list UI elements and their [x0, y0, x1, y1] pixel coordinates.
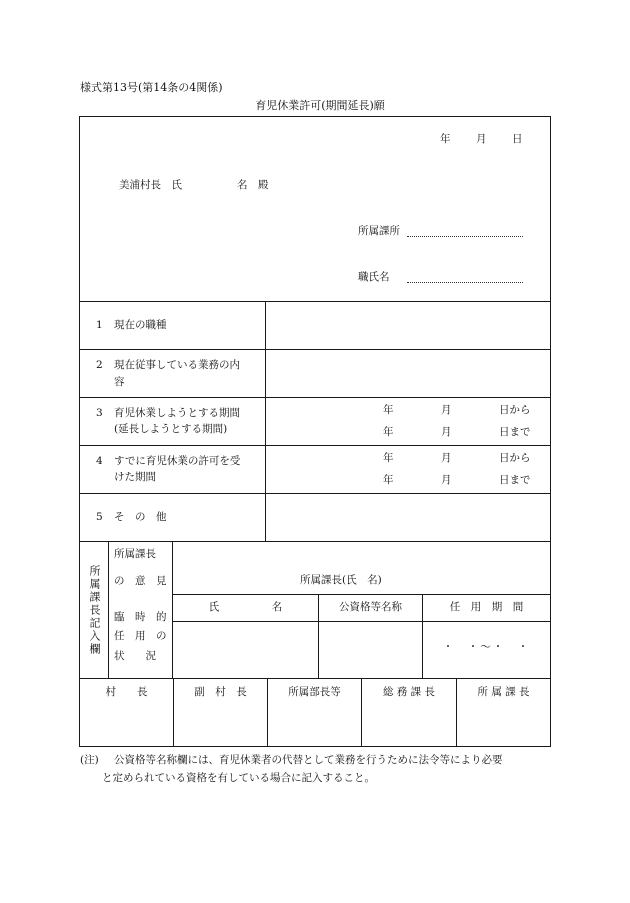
item2-label-line1: 現在従事している業務の内	[114, 359, 240, 371]
col-name-header: 氏 名	[208, 601, 283, 613]
temp-label-line3: 状 況	[114, 650, 156, 662]
addressee-mayor: 美浦村長 氏	[119, 179, 182, 191]
date-month-label: 月	[476, 133, 487, 145]
opinion-label-line2: の 意 見	[114, 575, 167, 587]
item1-label: 現在の職種	[114, 319, 167, 331]
item3-from-day: 日から	[499, 404, 531, 416]
item3-label-line1: 育児休業しようとする期間	[114, 407, 240, 419]
staff-name-field[interactable]	[407, 282, 523, 283]
note-line2: と定められている資格を有している場合に記入すること。	[102, 772, 375, 784]
form-number: 様式第13号(第14条の4関係)	[80, 81, 223, 94]
item4-to-month: 月	[441, 474, 452, 486]
approval-dept-director: 所属部長等	[288, 686, 341, 698]
form-title: 育児休業許可(期間延長)願	[255, 99, 385, 112]
item3-number: 3	[96, 407, 103, 419]
item3-to-year: 年	[383, 426, 394, 438]
item4-to-year: 年	[383, 474, 394, 486]
item2-number: 2	[96, 359, 103, 371]
item5-label: そ の 他	[114, 511, 167, 523]
item1-value-cell[interactable]	[266, 302, 550, 349]
item3-from-year: 年	[383, 404, 394, 416]
date-day-label: 日	[512, 133, 523, 145]
item4-label-line2: けた期間	[114, 471, 156, 483]
approval-general-affairs-chief: 総 務 課 長	[382, 686, 435, 698]
opinion-label-line1: 所属課長	[114, 548, 156, 560]
department-field[interactable]	[407, 236, 523, 237]
item5-number: 5	[96, 511, 103, 523]
item2-label-line2: 容	[114, 376, 125, 388]
item3-to-day: 日まで	[499, 426, 531, 438]
manager-opinion-cell[interactable]	[173, 542, 550, 594]
temp-period-value[interactable]: ・ ・～・ ・	[442, 641, 531, 653]
item4-label-line1: すでに育児休業の許可を受	[114, 455, 241, 467]
temp-label-line2: 任 用 の	[114, 630, 167, 642]
col-qualification-header: 公資格等名称	[339, 601, 402, 613]
department-label: 所属課所	[358, 225, 400, 237]
temp-label-line1: 臨 時 的	[114, 611, 167, 623]
item4-to-day: 日まで	[499, 474, 531, 486]
item3-label-line2: (延長しようとする期間)	[114, 423, 228, 435]
temp-qualification-cell[interactable]	[319, 622, 422, 678]
staff-name-label: 職氏名	[358, 271, 390, 283]
manager-section-title: 所属課長記入欄	[88, 564, 101, 656]
approval-village-head: 村 長	[105, 686, 148, 698]
addressee-honorific: 名 殿	[237, 179, 269, 191]
manager-signature-label: 所属課長(氏 名)	[300, 574, 382, 586]
item4-from-month: 月	[441, 452, 452, 464]
item4-from-year: 年	[383, 452, 394, 464]
item3-to-month: 月	[441, 426, 452, 438]
approval-deputy-head: 副 村 長	[194, 686, 247, 698]
item4-from-day: 日から	[499, 452, 531, 464]
approval-section-chief: 所 属 課 長	[477, 686, 530, 698]
note-line1: 公資格等名称欄には、育児休業者の代替として業務を行うために法令等により必要	[114, 754, 503, 766]
temp-name-cell[interactable]	[173, 622, 318, 678]
item1-number: 1	[96, 319, 103, 331]
date-year-label: 年	[440, 133, 451, 145]
manager-section-title-cell	[80, 542, 108, 678]
item4-number: 4	[96, 455, 103, 467]
item5-value-cell[interactable]	[266, 494, 550, 541]
note-label: (注)	[80, 754, 99, 766]
item2-value-cell[interactable]	[266, 350, 550, 397]
item3-from-month: 月	[441, 404, 452, 416]
col-period-header: 任 用 期 間	[449, 601, 524, 613]
